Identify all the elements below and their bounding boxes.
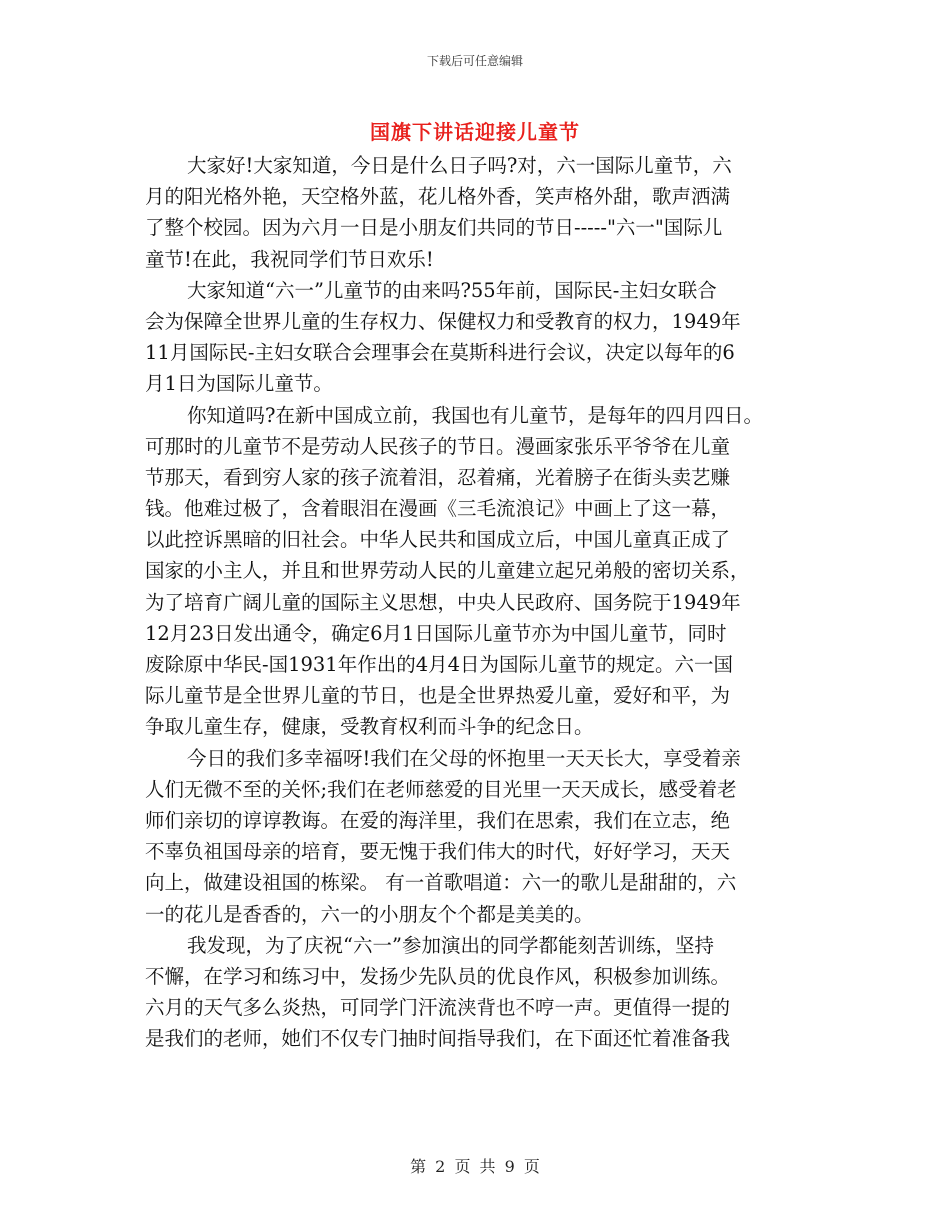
paragraph-4-line-6: 一的花儿是香香的，六一的小朋友个个都是美美的。 xyxy=(145,902,594,926)
paragraph-3-line-7: 为了培育广阔儿童的国际主义思想，中央人民政府、国务院于1949年 xyxy=(145,590,741,614)
page-number: 第 2 页 共 9 页 xyxy=(410,1157,540,1176)
paragraph-3-line-10: 际儿童节是全世界儿童的节日，也是全世界热爱儿童，爱好和平，为 xyxy=(145,684,731,708)
header-note: 下载后可任意编辑 xyxy=(426,54,523,68)
paragraph-2-line-1: 大家知道“六一”儿童节的由来吗?55年前，国际民-主妇女联合 xyxy=(187,278,717,302)
paragraph-4-line-5: 向上，做建设祖国的栋梁。 有一首歌唱道：六一的歌儿是甜甜的，六 xyxy=(145,871,737,895)
paragraph-1-line-2: 月的阳光格外艳，天空格外蓝，花儿格外香，笑声格外甜，歌声洒满 xyxy=(145,185,731,209)
paragraph-5-line-1: 我发现，为了庆祝“六一”参加演出的同学都能刻苦训练，坚持 xyxy=(187,933,714,957)
paragraph-3-line-4: 钱。他难过极了，含着眼泪在漫画《三毛流浪记》中画上了这一幕， xyxy=(145,497,731,521)
paragraph-3-line-2: 可那时的儿童节不是劳动人民孩子的节日。漫画家张乐平爷爷在儿童 xyxy=(145,434,731,458)
paragraph-3-line-6: 国家的小主人，并且和世界劳动人民的儿童建立起兄弟般的密切关系， xyxy=(145,559,750,583)
paragraph-2-line-2: 会为保障全世界儿童的生存权力、保健权力和受教育的权力，1949年 xyxy=(145,309,741,333)
paragraph-3-line-3: 节那天，看到穷人家的孩子流着泪，忍着痛，光着膀子在街头卖艺赚 xyxy=(145,465,731,489)
paragraph-4-line-1: 今日的我们多幸福呀!我们在父母的怀抱里一天天长大，享受着亲 xyxy=(187,746,741,770)
document-title: 国旗下讲话迎接儿童节 xyxy=(370,120,580,144)
paragraph-4-line-4: 不辜负祖国母亲的培育，要无愧于我们伟大的时代，好好学习，天天 xyxy=(145,840,731,864)
paragraph-5-line-3: 六月的天气多么炎热，可同学门汗流浃背也不哼一声。更值得一提的 xyxy=(145,996,731,1020)
paragraph-5-line-4: 是我们的老师，她们不仅专门抽时间指导我们，在下面还忙着准备我 xyxy=(145,1027,731,1051)
paragraph-1-line-4: 童节!在此，我祝同学们节日欢乐! xyxy=(145,247,434,271)
paragraph-2-line-3: 11月国际民-主妇女联合会理事会在莫斯科进行会议，决定以每年的6 xyxy=(145,341,735,365)
paragraph-3-line-11: 争取儿童生存，健康，受教育权利而斗争的纪念日。 xyxy=(145,715,594,739)
paragraph-3-line-5: 以此控诉黑暗的旧社会。中华人民共和国成立后，中国儿童真正成了 xyxy=(145,528,731,552)
paragraph-1-line-1: 大家好!大家知道，今日是什么日子吗?对，六一国际儿童节，六 xyxy=(187,154,732,177)
document-body xyxy=(145,150,805,1054)
paragraph-3-line-8: 12月23日发出通令，确定6月1日国际儿童节亦为中国儿童节，同时 xyxy=(145,621,727,645)
paragraph-3-line-9: 废除原中华民-国1931年作出的4月4日为国际儿童节的规定。六一国 xyxy=(145,653,734,676)
paragraph-1-line-3: 了整个校园。因为六月一日是小朋友们共同的节日-----"六一"国际儿 xyxy=(145,216,723,240)
paragraph-5-line-2: 不懈，在学习和练习中，发扬少先队员的优良作风，积极参加训练。 xyxy=(145,964,731,988)
paragraph-3-line-1: 你知道吗?在新中国成立前，我国也有儿童节，是每年的四月四日。 xyxy=(187,403,763,427)
paragraph-4-line-3: 师们亲切的谆谆教诲。在爱的海洋里，我们在思索，我们在立志，绝 xyxy=(145,808,731,832)
paragraph-4-line-2: 人们无微不至的关怀;我们在老师慈爱的目光里一天天成长，感受着老 xyxy=(145,777,737,801)
paragraph-2-line-4: 月1日为国际儿童节。 xyxy=(145,372,333,396)
